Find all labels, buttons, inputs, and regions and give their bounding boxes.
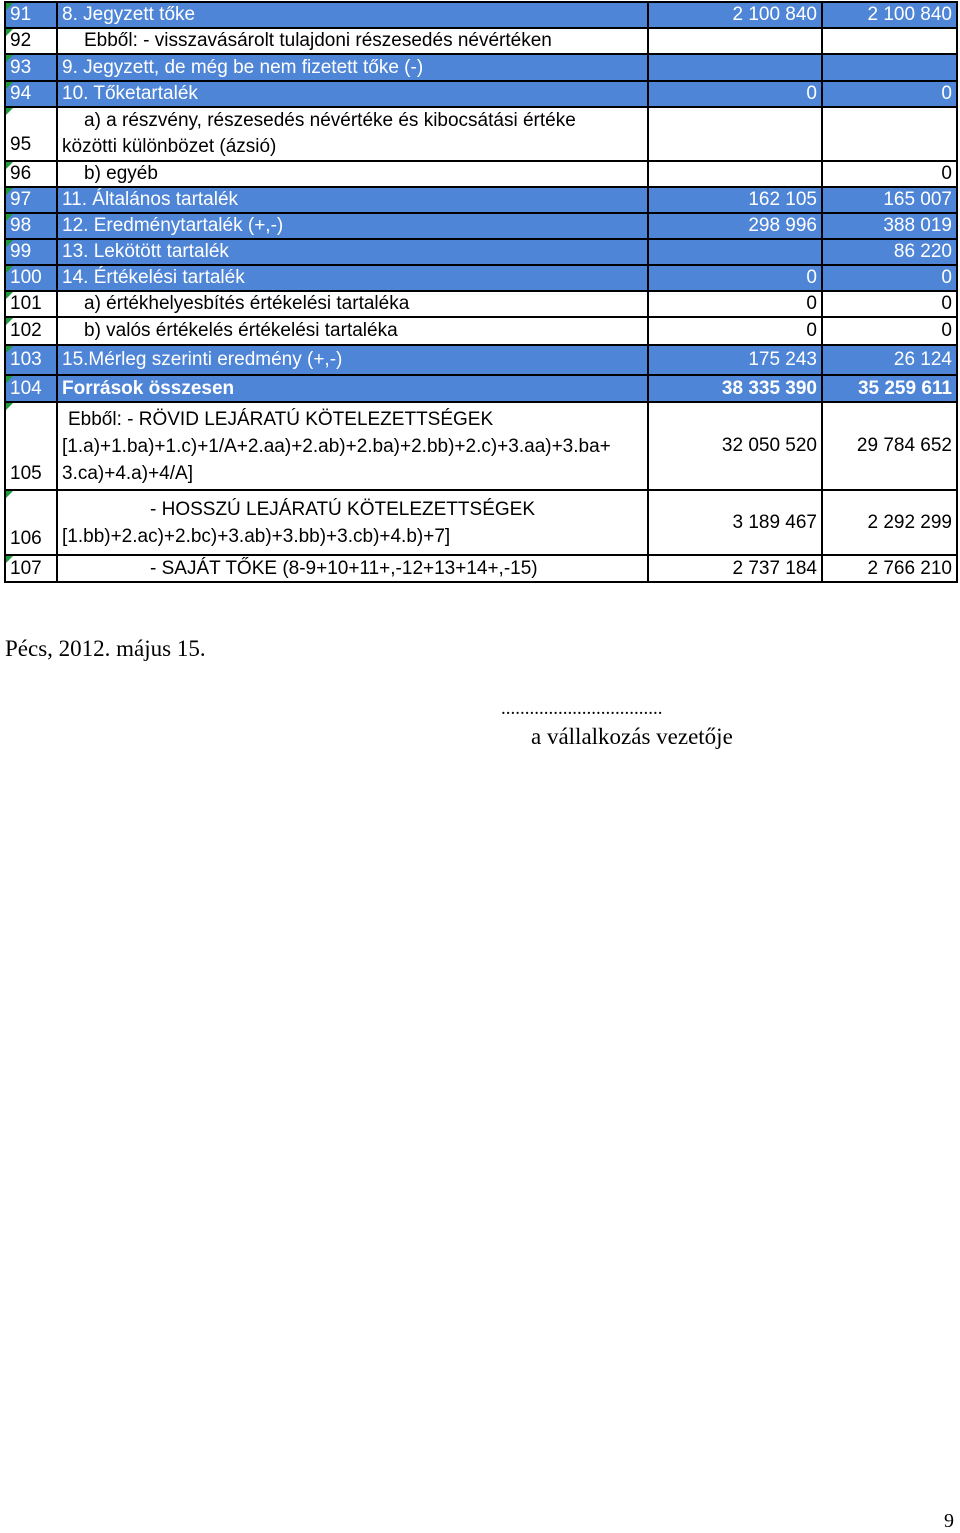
value-col-1: 3 189 467 xyxy=(648,490,822,555)
table-row xyxy=(5,490,957,555)
value-col-1 xyxy=(648,54,822,81)
value-col-2: 0 xyxy=(822,81,957,107)
row-number: 96 xyxy=(5,161,57,187)
table-row xyxy=(5,317,957,345)
row-description: a) értékhelyesbítés értékelési tartaléka xyxy=(57,291,648,317)
value-col-1: 0 xyxy=(648,291,822,317)
value-col-1: 0 xyxy=(648,317,822,345)
value-col-1: 2 100 840 xyxy=(648,2,822,28)
value-col-2: 86 220 xyxy=(822,239,957,265)
row-description xyxy=(57,107,648,161)
row-description-line: a) a részvény, részesedés névértéke és kibocsátási értéke xyxy=(84,110,576,131)
table-row xyxy=(5,375,957,402)
table-row xyxy=(5,345,957,375)
row-number: 93 xyxy=(5,54,57,81)
value-col-2: 26 124 xyxy=(822,345,957,375)
place-and-date: Pécs, 2012. május 15. xyxy=(5,636,206,661)
row-description: 14. Értékelési tartalék xyxy=(57,265,648,291)
corner-mark-icon xyxy=(6,556,13,563)
value-col-1: 38 335 390 xyxy=(648,375,822,402)
value-col-2: 0 xyxy=(822,291,957,317)
value-col-1: 32 050 520 xyxy=(648,402,822,490)
value-col-1 xyxy=(648,161,822,187)
corner-mark-icon xyxy=(6,82,13,89)
row-number: 92 xyxy=(5,28,57,54)
table-row xyxy=(5,81,957,107)
row-description: 9. Jegyzett, de még be nem fizetett tőke (-) xyxy=(57,54,648,81)
row-number: 106 xyxy=(5,490,57,555)
row-number: 101 xyxy=(5,291,57,317)
row-number: 99 xyxy=(5,239,57,265)
table-row xyxy=(5,187,957,213)
value-col-2: 35 259 611 xyxy=(822,375,957,402)
row-description-line: közötti különbözet (ázsió) xyxy=(62,136,277,157)
table-row xyxy=(5,161,957,187)
value-col-2: 0 xyxy=(822,265,957,291)
corner-mark-icon xyxy=(6,292,13,299)
row-number: 98 xyxy=(5,213,57,239)
value-col-1: 2 737 184 xyxy=(648,555,822,582)
value-col-1 xyxy=(648,239,822,265)
row-number: 102 xyxy=(5,317,57,345)
row-description: 10. Tőketartalék xyxy=(57,81,648,107)
row-description-line: - HOSSZÚ LEJÁRATÚ KÖTELEZETTSÉGEK xyxy=(150,498,535,520)
value-col-2: 165 007 xyxy=(822,187,957,213)
table-row xyxy=(5,2,957,28)
value-col-1: 0 xyxy=(648,265,822,291)
table-row xyxy=(5,239,957,265)
value-col-1: 298 996 xyxy=(648,213,822,239)
value-col-2: 2 100 840 xyxy=(822,2,957,28)
row-description-line: Ebből: - RÖVID LEJÁRATÚ KÖTELEZETTSÉGEK xyxy=(68,408,494,430)
value-col-1: 175 243 xyxy=(648,345,822,375)
signatory-title: a vállalkozás vezetője xyxy=(531,724,733,749)
table-row xyxy=(5,28,957,54)
value-col-2 xyxy=(822,107,957,161)
corner-mark-icon xyxy=(6,266,13,273)
value-col-2: 29 784 652 xyxy=(822,402,957,490)
row-description: 13. Lekötött tartalék xyxy=(57,239,648,265)
row-description: Források összesen xyxy=(57,375,648,402)
row-description: Ebből: - visszavásárolt tulajdoni részesedés névértéken xyxy=(57,28,648,54)
row-description xyxy=(57,490,648,555)
corner-mark-icon xyxy=(6,491,13,498)
corner-mark-icon xyxy=(6,214,13,221)
value-col-2: 0 xyxy=(822,317,957,345)
corner-mark-icon xyxy=(6,162,13,169)
row-number: 97 xyxy=(5,187,57,213)
value-col-1 xyxy=(648,107,822,161)
value-col-2 xyxy=(822,28,957,54)
value-col-1 xyxy=(648,28,822,54)
value-col-1: 162 105 xyxy=(648,187,822,213)
table-row xyxy=(5,291,957,317)
row-number: 100 xyxy=(5,265,57,291)
row-description: b) egyéb xyxy=(57,161,648,187)
table-row xyxy=(5,402,957,490)
row-description xyxy=(57,402,648,490)
corner-mark-icon xyxy=(6,188,13,195)
table-row xyxy=(5,555,957,582)
value-col-2 xyxy=(822,54,957,81)
corner-mark-icon xyxy=(6,3,13,10)
row-number: 107 xyxy=(5,555,57,582)
corner-mark-icon xyxy=(6,55,13,62)
value-col-1: 0 xyxy=(648,81,822,107)
value-col-2: 2 766 210 xyxy=(822,555,957,582)
row-number: 91 xyxy=(5,2,57,28)
row-description: 11. Általános tartalék xyxy=(57,187,648,213)
corner-mark-icon xyxy=(6,240,13,247)
row-description: 12. Eredménytartalék (+,-) xyxy=(57,213,648,239)
table-row xyxy=(5,54,957,81)
balance-sheet-table xyxy=(4,1,958,583)
row-description: 15.Mérleg szerinti eredmény (+,-) xyxy=(57,345,648,375)
row-number: 95 xyxy=(5,107,57,161)
table-row xyxy=(5,107,957,161)
corner-mark-icon xyxy=(6,29,13,36)
corner-mark-icon xyxy=(6,403,13,410)
row-number: 103 xyxy=(5,345,57,375)
row-number: 105 xyxy=(5,402,57,490)
value-col-2: 0 xyxy=(822,161,957,187)
corner-mark-icon xyxy=(6,108,13,115)
row-description: - SAJÁT TŐKE (8-9+10+11+,-12+13+14+,-15) xyxy=(57,555,648,582)
row-description-line: [1.a)+1.ba)+1.c)+1/A+2.aa)+2.ab)+2.ba)+2.bb)+2.c)+3.aa)+3.ba+ xyxy=(62,435,611,457)
value-col-2: 2 292 299 xyxy=(822,490,957,555)
signature-line: .................................. xyxy=(501,698,663,719)
value-col-2: 388 019 xyxy=(822,213,957,239)
row-description-line: 3.ca)+4.a)+4/A] xyxy=(62,462,193,484)
row-number: 94 xyxy=(5,81,57,107)
row-number: 104 xyxy=(5,375,57,402)
row-description-line: [1.bb)+2.ac)+2.bc)+3.ab)+3.bb)+3.cb)+4.b)+7] xyxy=(62,525,451,547)
row-description: 8. Jegyzett tőke xyxy=(57,2,648,28)
table-row xyxy=(5,265,957,291)
corner-mark-icon xyxy=(6,318,13,325)
row-description: b) valós értékelés értékelési tartaléka xyxy=(57,317,648,345)
table-row xyxy=(5,213,957,239)
page-number: 9 xyxy=(944,1510,954,1532)
corner-mark-icon xyxy=(6,376,13,383)
corner-mark-icon xyxy=(6,346,13,353)
